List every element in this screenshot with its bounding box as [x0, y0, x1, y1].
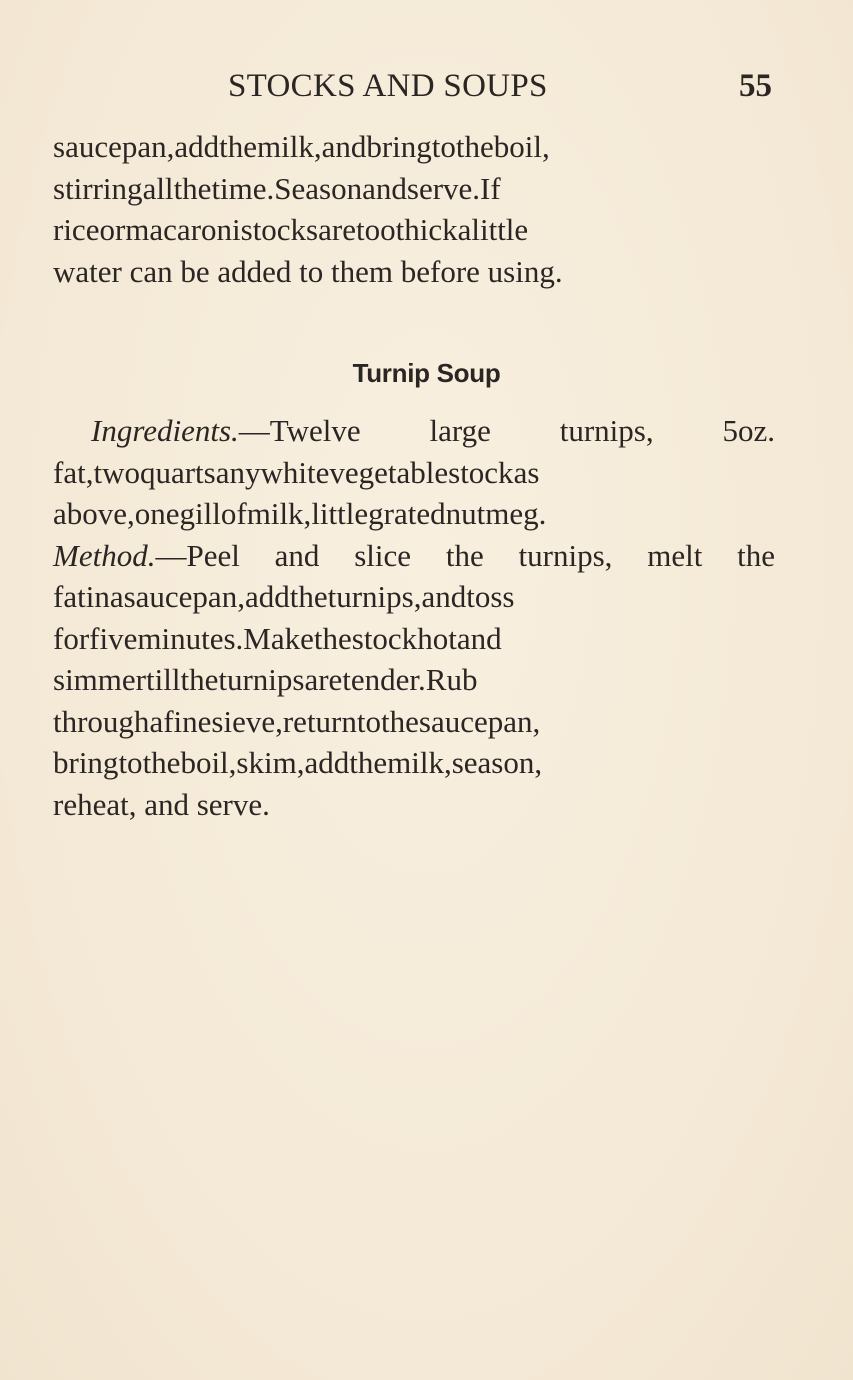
text-line: [53, 659, 775, 701]
word: saucepan,: [123, 579, 245, 614]
word: bring: [366, 129, 432, 164]
method-label: Method.: [53, 537, 156, 573]
word: in: [85, 579, 110, 614]
word: the: [313, 620, 352, 656]
word: to: [431, 129, 456, 164]
word: season,: [451, 745, 543, 780]
word: are: [304, 662, 343, 697]
word: one: [134, 496, 180, 531]
word: tender.: [342, 662, 426, 697]
text-line: reheat, and serve.: [53, 786, 270, 822]
ingredients-first-line: [53, 410, 775, 452]
word: and: [321, 129, 367, 164]
word: the: [289, 579, 328, 614]
word: white: [260, 454, 330, 490]
word: quarts: [139, 454, 216, 490]
recipe-title: Turnip Soup: [352, 358, 501, 388]
word: stocks: [240, 212, 319, 247]
word: boil,: [180, 745, 237, 780]
word: for: [53, 620, 90, 656]
word: and: [421, 579, 467, 614]
word: little: [311, 496, 369, 531]
word: Season: [274, 170, 363, 206]
word: the: [173, 170, 212, 206]
text-line: [53, 701, 775, 743]
word: rice: [53, 212, 100, 247]
word: to: [118, 745, 143, 780]
word: Rub: [425, 662, 478, 697]
page-number: 55: [739, 68, 772, 104]
word: little: [471, 212, 529, 247]
word: any: [215, 454, 261, 490]
word: a: [149, 703, 164, 739]
word: time.: [211, 170, 275, 206]
word: milk,: [257, 129, 322, 164]
word: fat: [53, 579, 86, 614]
word: turnips: [218, 662, 305, 697]
text-line: [53, 618, 775, 660]
word: grated: [368, 496, 446, 531]
word: milk,: [387, 745, 452, 780]
word: stirring: [53, 170, 143, 206]
word: add: [174, 129, 220, 164]
word: toss: [466, 579, 515, 614]
running-title: STOCKS AND SOUPS: [228, 68, 548, 104]
running-head: [0, 68, 853, 108]
word: fine: [163, 703, 212, 739]
word: the: [180, 662, 219, 697]
recipe-paragraph: [53, 410, 775, 825]
word: boil,: [493, 129, 550, 164]
word: add: [304, 745, 350, 780]
word: to: [356, 703, 382, 739]
word: milk,: [246, 496, 312, 531]
text-line: [53, 168, 775, 210]
word: fat,: [53, 454, 94, 490]
word: as: [513, 454, 540, 490]
word: turnips,: [327, 579, 422, 614]
text-line: [53, 452, 775, 494]
word: sieve,: [211, 703, 283, 739]
word: return: [282, 703, 357, 739]
word: thick: [395, 212, 458, 247]
continuation-paragraph: [53, 126, 775, 292]
word: saucepan,: [53, 129, 175, 164]
word: saucepan,: [418, 703, 541, 739]
word: macaroni: [125, 212, 241, 247]
word: are: [318, 212, 356, 247]
word: and: [456, 620, 502, 656]
word: two: [93, 454, 140, 490]
word: stock: [351, 620, 418, 656]
word: a: [109, 579, 124, 614]
word: all: [142, 170, 174, 206]
word: a: [457, 212, 472, 247]
word: the: [381, 703, 419, 739]
word: nutmeg.: [445, 496, 547, 531]
word: the: [349, 745, 388, 780]
ingredients-label: Ingredients.: [91, 413, 239, 448]
word: Make: [243, 620, 314, 656]
word: skim,: [236, 745, 305, 780]
word: the: [142, 745, 181, 780]
word: five: [89, 620, 138, 656]
method-text: —Peel and slice the turnips, melt the: [155, 537, 775, 573]
word: through: [53, 703, 150, 739]
text-line: [53, 209, 775, 251]
word: add: [244, 579, 290, 614]
method-first-line: [53, 535, 775, 577]
word: hot: [417, 620, 457, 656]
word: bring: [53, 745, 119, 780]
text-line: [53, 493, 775, 535]
word: till: [146, 662, 181, 697]
text-line: [53, 742, 775, 784]
word: serve.: [406, 170, 481, 206]
word: too: [355, 212, 396, 247]
word: and: [362, 170, 407, 206]
word: If: [480, 170, 501, 206]
ingredients-text: —Twelve large turnips, 5oz.: [238, 413, 775, 448]
word: stock: [448, 454, 514, 490]
word: above,: [53, 496, 135, 531]
text-line: [53, 126, 775, 168]
word: the: [219, 129, 257, 164]
word: simmer: [53, 662, 146, 697]
word: gill: [179, 496, 221, 531]
word: vegetable: [329, 454, 449, 490]
word: the: [455, 129, 494, 164]
word: minutes.: [137, 620, 244, 656]
text-line: water can be added to them before using.: [53, 253, 563, 289]
word: or: [99, 212, 126, 247]
text-line: [53, 576, 775, 618]
word: of: [220, 496, 247, 531]
